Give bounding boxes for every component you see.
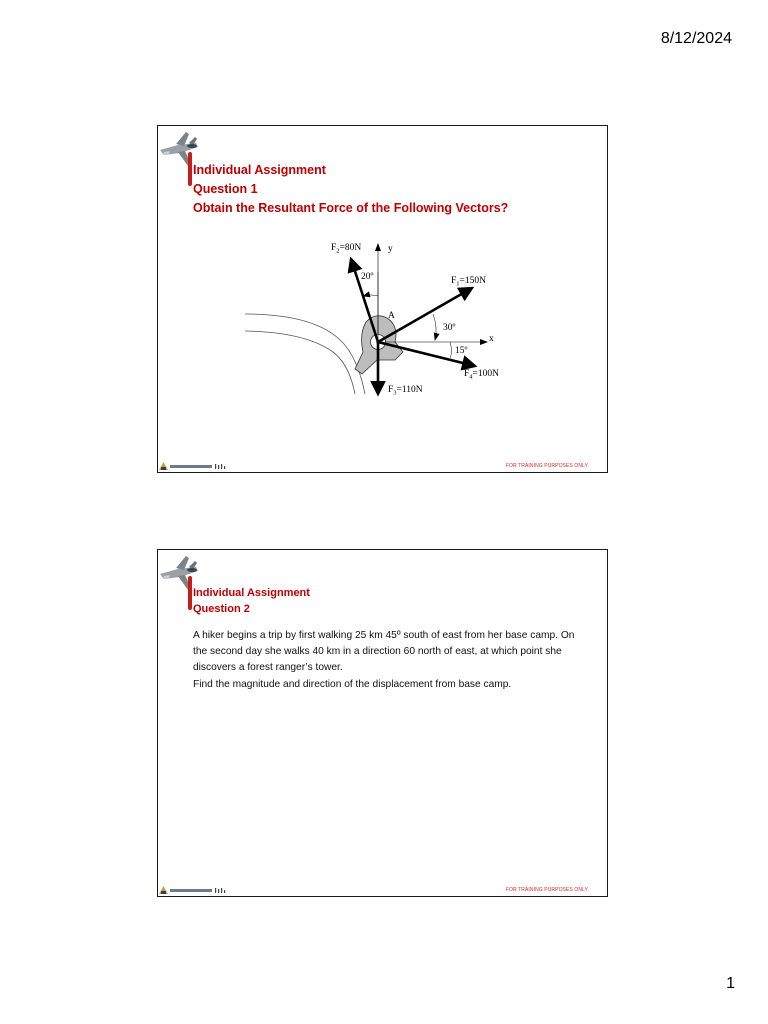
force-vector-diagram [245,236,515,401]
footer-note: FOR TRAINING PURPOSES ONLY [505,887,588,893]
angle-arc-f1 [433,314,436,340]
label-point-a: A [388,311,395,321]
slide-footer [158,458,607,472]
footer-logo-icon [159,462,168,470]
footer-strip [170,465,212,468]
label-x-axis: x [489,334,494,344]
heading-line-2: Question 2 [193,603,250,615]
footer-note: FOR TRAINING PURPOSES ONLY [505,463,588,469]
angle-arc-f2 [363,295,378,296]
question-instruction: Find the magnitude and direction of the displacement from base camp. [193,678,512,690]
question-text [193,628,578,693]
footer-logo-icon [159,886,168,894]
angle-label-f1: 30º [443,323,456,333]
question-paragraph: A hiker begins a trip by first walking 25 km 45º south of east from her base camp. On the second day she walks 40 km in a direction 60 north of east, at which point she discovers a forest ranger’s tower. [193,630,575,674]
slide-question-2 [157,549,608,897]
footer-strip [170,889,212,892]
footer-marks-icon [215,888,227,893]
label-f3: $F_3=110N$ [388,385,423,397]
page-date: 8/12/2024 [660,30,732,47]
slide-question-1 [157,125,608,473]
footer-marks-icon [215,464,227,469]
heading-line-2: Question 1 [193,182,258,196]
heading-line-1: Individual Assignment [193,163,326,177]
angle-arc-f4 [450,342,452,358]
label-f2: $F_2=80N$ [331,243,362,255]
curved-frame-inner [245,331,355,394]
label-f1: $F_1=150N$ [451,276,487,288]
slide-footer [158,882,607,896]
angle-label-f4: 15º [455,346,468,356]
angle-label-f2: 20º [361,272,374,282]
heading-line-3: Obtain the Resultant Force of the Following Vectors? [193,201,509,215]
slide-heading [193,585,310,617]
slide-heading [193,161,508,218]
accent-bar [188,576,192,610]
curved-frame-outer [245,314,365,394]
label-y-axis: y [388,244,393,254]
page-number: 1 [726,975,735,992]
accent-bar [188,152,192,186]
label-f4: $F_4=100N$ [464,369,500,381]
heading-line-1: Individual Assignment [193,587,310,599]
